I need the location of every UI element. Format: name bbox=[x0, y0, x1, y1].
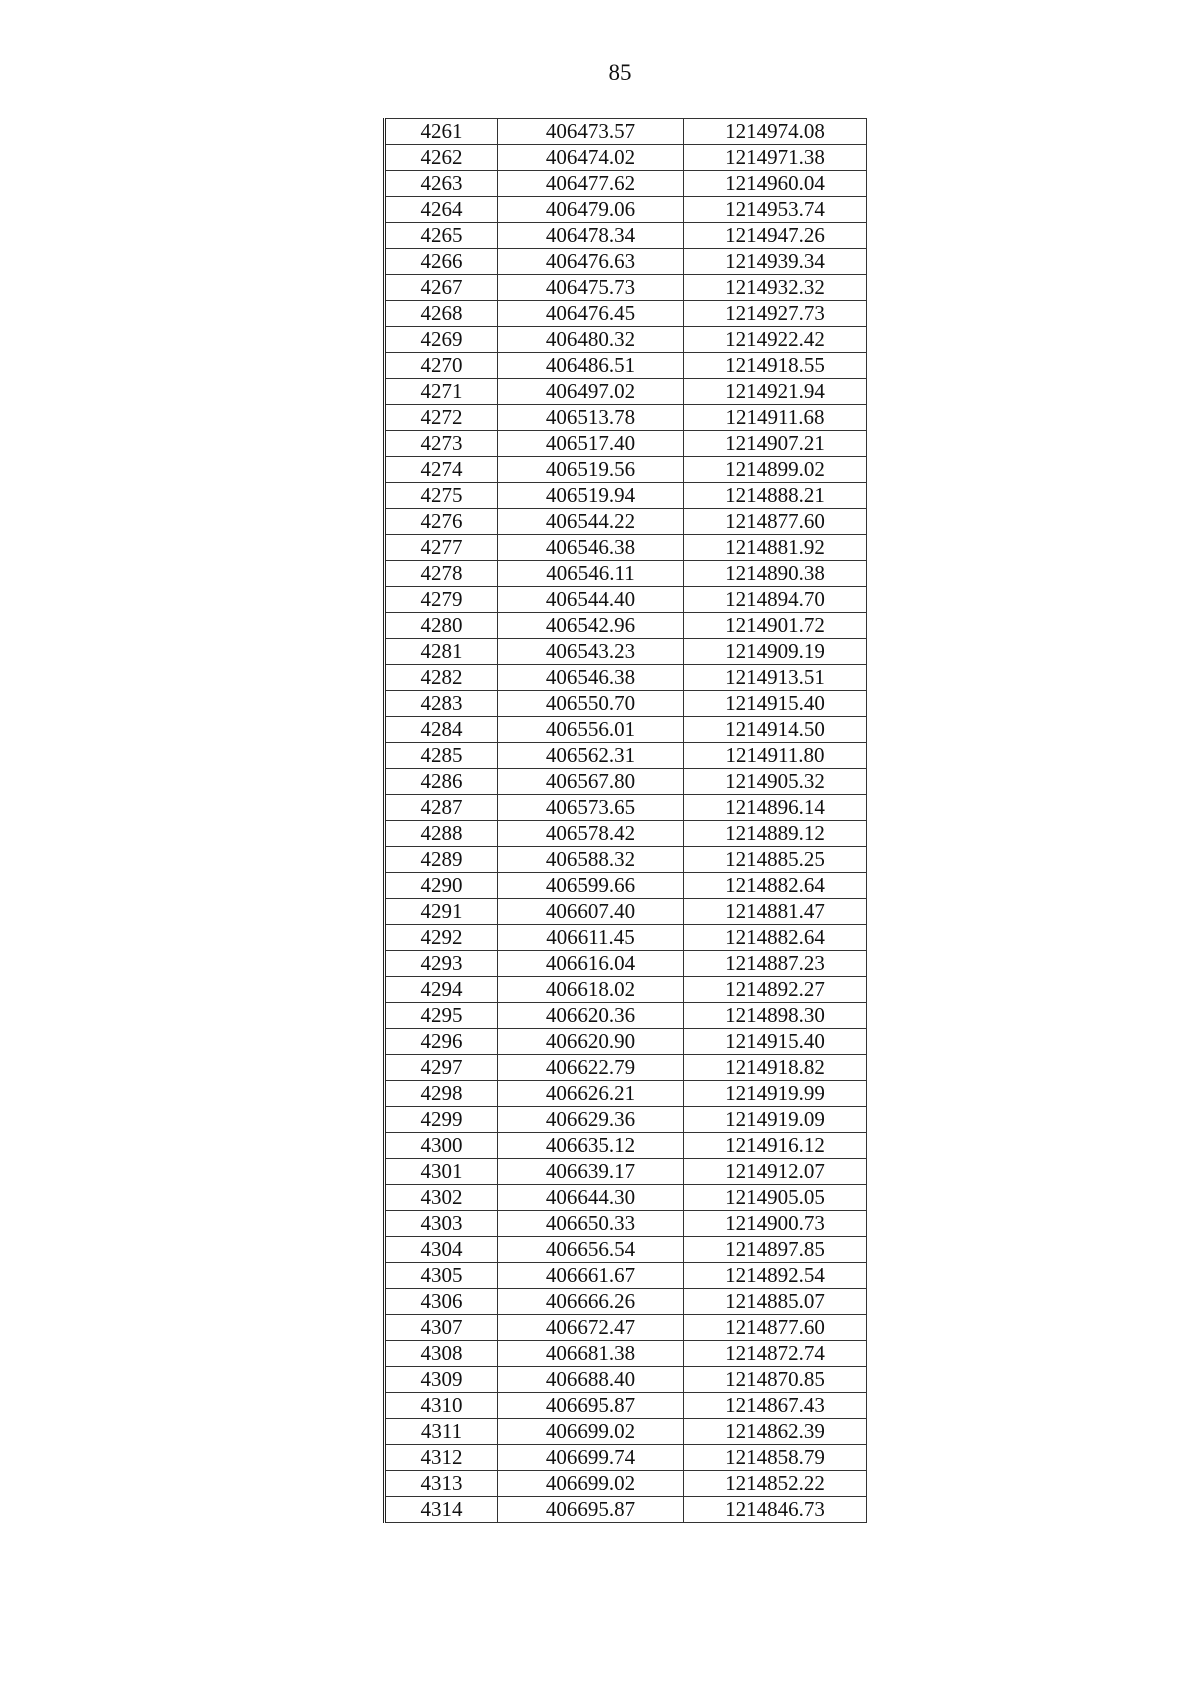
x-coordinate-cell: 406519.94 bbox=[498, 483, 684, 509]
x-coordinate-cell: 406550.70 bbox=[498, 691, 684, 717]
point-number-cell: 4304 bbox=[385, 1237, 498, 1263]
y-coordinate-cell: 1214877.60 bbox=[684, 1315, 867, 1341]
y-coordinate-cell: 1214870.85 bbox=[684, 1367, 867, 1393]
point-number-cell: 4313 bbox=[385, 1471, 498, 1497]
y-coordinate-cell: 1214960.04 bbox=[684, 171, 867, 197]
point-number-cell: 4287 bbox=[385, 795, 498, 821]
table-row bbox=[385, 925, 867, 951]
y-coordinate-cell: 1214947.26 bbox=[684, 223, 867, 249]
table-row bbox=[385, 587, 867, 613]
x-coordinate-cell: 406620.90 bbox=[498, 1029, 684, 1055]
x-coordinate-cell: 406635.12 bbox=[498, 1133, 684, 1159]
x-coordinate-cell: 406473.57 bbox=[498, 119, 684, 145]
y-coordinate-cell: 1214901.72 bbox=[684, 613, 867, 639]
table-row bbox=[385, 691, 867, 717]
x-coordinate-cell: 406681.38 bbox=[498, 1341, 684, 1367]
x-coordinate-cell: 406588.32 bbox=[498, 847, 684, 873]
y-coordinate-cell: 1214911.68 bbox=[684, 405, 867, 431]
point-number-cell: 4276 bbox=[385, 509, 498, 535]
point-number-cell: 4281 bbox=[385, 639, 498, 665]
y-coordinate-cell: 1214907.21 bbox=[684, 431, 867, 457]
y-coordinate-cell: 1214939.34 bbox=[684, 249, 867, 275]
y-coordinate-cell: 1214918.82 bbox=[684, 1055, 867, 1081]
point-number-cell: 4285 bbox=[385, 743, 498, 769]
x-coordinate-cell: 406695.87 bbox=[498, 1497, 684, 1523]
y-coordinate-cell: 1214953.74 bbox=[684, 197, 867, 223]
table-row bbox=[385, 1419, 867, 1445]
point-number-cell: 4297 bbox=[385, 1055, 498, 1081]
table-row bbox=[385, 795, 867, 821]
table-row bbox=[385, 639, 867, 665]
point-number-cell: 4292 bbox=[385, 925, 498, 951]
x-coordinate-cell: 406475.73 bbox=[498, 275, 684, 301]
x-coordinate-cell: 406622.79 bbox=[498, 1055, 684, 1081]
x-coordinate-cell: 406567.80 bbox=[498, 769, 684, 795]
y-coordinate-cell: 1214881.47 bbox=[684, 899, 867, 925]
table-row bbox=[385, 483, 867, 509]
point-number-cell: 4300 bbox=[385, 1133, 498, 1159]
table-row bbox=[385, 821, 867, 847]
x-coordinate-cell: 406616.04 bbox=[498, 951, 684, 977]
point-number-cell: 4296 bbox=[385, 1029, 498, 1055]
x-coordinate-cell: 406599.66 bbox=[498, 873, 684, 899]
point-number-cell: 4294 bbox=[385, 977, 498, 1003]
coordinates-table bbox=[383, 118, 867, 1523]
table-row bbox=[385, 873, 867, 899]
table-row bbox=[385, 457, 867, 483]
point-number-cell: 4293 bbox=[385, 951, 498, 977]
x-coordinate-cell: 406578.42 bbox=[498, 821, 684, 847]
y-coordinate-cell: 1214882.64 bbox=[684, 873, 867, 899]
table-row bbox=[385, 1003, 867, 1029]
x-coordinate-cell: 406544.40 bbox=[498, 587, 684, 613]
point-number-cell: 4295 bbox=[385, 1003, 498, 1029]
point-number-cell: 4277 bbox=[385, 535, 498, 561]
table-row bbox=[385, 1055, 867, 1081]
y-coordinate-cell: 1214887.23 bbox=[684, 951, 867, 977]
x-coordinate-cell: 406513.78 bbox=[498, 405, 684, 431]
y-coordinate-cell: 1214974.08 bbox=[684, 119, 867, 145]
x-coordinate-cell: 406479.06 bbox=[498, 197, 684, 223]
y-coordinate-cell: 1214892.27 bbox=[684, 977, 867, 1003]
table-row bbox=[385, 1445, 867, 1471]
point-number-cell: 4273 bbox=[385, 431, 498, 457]
y-coordinate-cell: 1214867.43 bbox=[684, 1393, 867, 1419]
point-number-cell: 4311 bbox=[385, 1419, 498, 1445]
table-row bbox=[385, 1393, 867, 1419]
point-number-cell: 4267 bbox=[385, 275, 498, 301]
table-row bbox=[385, 405, 867, 431]
x-coordinate-cell: 406699.74 bbox=[498, 1445, 684, 1471]
y-coordinate-cell: 1214858.79 bbox=[684, 1445, 867, 1471]
table-row bbox=[385, 1107, 867, 1133]
x-coordinate-cell: 406672.47 bbox=[498, 1315, 684, 1341]
point-number-cell: 4263 bbox=[385, 171, 498, 197]
table-row bbox=[385, 899, 867, 925]
x-coordinate-cell: 406695.87 bbox=[498, 1393, 684, 1419]
y-coordinate-cell: 1214888.21 bbox=[684, 483, 867, 509]
x-coordinate-cell: 406626.21 bbox=[498, 1081, 684, 1107]
point-number-cell: 4272 bbox=[385, 405, 498, 431]
point-number-cell: 4303 bbox=[385, 1211, 498, 1237]
point-number-cell: 4270 bbox=[385, 353, 498, 379]
x-coordinate-cell: 406556.01 bbox=[498, 717, 684, 743]
point-number-cell: 4278 bbox=[385, 561, 498, 587]
x-coordinate-cell: 406639.17 bbox=[498, 1159, 684, 1185]
y-coordinate-cell: 1214885.25 bbox=[684, 847, 867, 873]
y-coordinate-cell: 1214862.39 bbox=[684, 1419, 867, 1445]
point-number-cell: 4310 bbox=[385, 1393, 498, 1419]
table-row bbox=[385, 1029, 867, 1055]
point-number-cell: 4305 bbox=[385, 1263, 498, 1289]
table-row bbox=[385, 535, 867, 561]
x-coordinate-cell: 406620.36 bbox=[498, 1003, 684, 1029]
y-coordinate-cell: 1214900.73 bbox=[684, 1211, 867, 1237]
table-row bbox=[385, 1367, 867, 1393]
x-coordinate-cell: 406474.02 bbox=[498, 145, 684, 171]
point-number-cell: 4269 bbox=[385, 327, 498, 353]
point-number-cell: 4286 bbox=[385, 769, 498, 795]
table-row bbox=[385, 119, 867, 145]
x-coordinate-cell: 406546.38 bbox=[498, 535, 684, 561]
point-number-cell: 4306 bbox=[385, 1289, 498, 1315]
y-coordinate-cell: 1214890.38 bbox=[684, 561, 867, 587]
x-coordinate-cell: 406611.45 bbox=[498, 925, 684, 951]
point-number-cell: 4282 bbox=[385, 665, 498, 691]
x-coordinate-cell: 406699.02 bbox=[498, 1419, 684, 1445]
point-number-cell: 4275 bbox=[385, 483, 498, 509]
table-row bbox=[385, 951, 867, 977]
point-number-cell: 4290 bbox=[385, 873, 498, 899]
y-coordinate-cell: 1214896.14 bbox=[684, 795, 867, 821]
y-coordinate-cell: 1214885.07 bbox=[684, 1289, 867, 1315]
coordinates-table-body bbox=[385, 119, 867, 1523]
x-coordinate-cell: 406546.38 bbox=[498, 665, 684, 691]
point-number-cell: 4268 bbox=[385, 301, 498, 327]
point-number-cell: 4298 bbox=[385, 1081, 498, 1107]
x-coordinate-cell: 406519.56 bbox=[498, 457, 684, 483]
x-coordinate-cell: 406661.67 bbox=[498, 1263, 684, 1289]
x-coordinate-cell: 406478.34 bbox=[498, 223, 684, 249]
x-coordinate-cell: 406688.40 bbox=[498, 1367, 684, 1393]
x-coordinate-cell: 406543.23 bbox=[498, 639, 684, 665]
table-row bbox=[385, 1159, 867, 1185]
y-coordinate-cell: 1214918.55 bbox=[684, 353, 867, 379]
point-number-cell: 4299 bbox=[385, 1107, 498, 1133]
point-number-cell: 4261 bbox=[385, 119, 498, 145]
x-coordinate-cell: 406644.30 bbox=[498, 1185, 684, 1211]
x-coordinate-cell: 406546.11 bbox=[498, 561, 684, 587]
y-coordinate-cell: 1214915.40 bbox=[684, 1029, 867, 1055]
point-number-cell: 4301 bbox=[385, 1159, 498, 1185]
x-coordinate-cell: 406517.40 bbox=[498, 431, 684, 457]
point-number-cell: 4262 bbox=[385, 145, 498, 171]
x-coordinate-cell: 406544.22 bbox=[498, 509, 684, 535]
x-coordinate-cell: 406629.36 bbox=[498, 1107, 684, 1133]
x-coordinate-cell: 406476.45 bbox=[498, 301, 684, 327]
x-coordinate-cell: 406573.65 bbox=[498, 795, 684, 821]
x-coordinate-cell: 406666.26 bbox=[498, 1289, 684, 1315]
point-number-cell: 4308 bbox=[385, 1341, 498, 1367]
y-coordinate-cell: 1214881.92 bbox=[684, 535, 867, 561]
point-number-cell: 4279 bbox=[385, 587, 498, 613]
point-number-cell: 4309 bbox=[385, 1367, 498, 1393]
table-row bbox=[385, 1315, 867, 1341]
y-coordinate-cell: 1214877.60 bbox=[684, 509, 867, 535]
table-row bbox=[385, 1211, 867, 1237]
x-coordinate-cell: 406476.63 bbox=[498, 249, 684, 275]
y-coordinate-cell: 1214846.73 bbox=[684, 1497, 867, 1523]
table-row bbox=[385, 1497, 867, 1523]
y-coordinate-cell: 1214927.73 bbox=[684, 301, 867, 327]
y-coordinate-cell: 1214919.09 bbox=[684, 1107, 867, 1133]
table-row bbox=[385, 223, 867, 249]
point-number-cell: 4264 bbox=[385, 197, 498, 223]
y-coordinate-cell: 1214971.38 bbox=[684, 145, 867, 171]
point-number-cell: 4314 bbox=[385, 1497, 498, 1523]
y-coordinate-cell: 1214922.42 bbox=[684, 327, 867, 353]
y-coordinate-cell: 1214905.05 bbox=[684, 1185, 867, 1211]
point-number-cell: 4307 bbox=[385, 1315, 498, 1341]
table-row bbox=[385, 1289, 867, 1315]
table-row bbox=[385, 1263, 867, 1289]
table-row bbox=[385, 171, 867, 197]
x-coordinate-cell: 406650.33 bbox=[498, 1211, 684, 1237]
y-coordinate-cell: 1214932.32 bbox=[684, 275, 867, 301]
point-number-cell: 4274 bbox=[385, 457, 498, 483]
x-coordinate-cell: 406699.02 bbox=[498, 1471, 684, 1497]
y-coordinate-cell: 1214911.80 bbox=[684, 743, 867, 769]
x-coordinate-cell: 406486.51 bbox=[498, 353, 684, 379]
y-coordinate-cell: 1214897.85 bbox=[684, 1237, 867, 1263]
table-row bbox=[385, 1237, 867, 1263]
y-coordinate-cell: 1214882.64 bbox=[684, 925, 867, 951]
y-coordinate-cell: 1214912.07 bbox=[684, 1159, 867, 1185]
table-row bbox=[385, 1133, 867, 1159]
point-number-cell: 4284 bbox=[385, 717, 498, 743]
y-coordinate-cell: 1214852.22 bbox=[684, 1471, 867, 1497]
x-coordinate-cell: 406542.96 bbox=[498, 613, 684, 639]
y-coordinate-cell: 1214898.30 bbox=[684, 1003, 867, 1029]
point-number-cell: 4266 bbox=[385, 249, 498, 275]
table-row bbox=[385, 249, 867, 275]
y-coordinate-cell: 1214899.02 bbox=[684, 457, 867, 483]
page-number: 85 bbox=[608, 60, 632, 85]
y-coordinate-cell: 1214916.12 bbox=[684, 1133, 867, 1159]
table-row bbox=[385, 1341, 867, 1367]
y-coordinate-cell: 1214915.40 bbox=[684, 691, 867, 717]
y-coordinate-cell: 1214894.70 bbox=[684, 587, 867, 613]
y-coordinate-cell: 1214889.12 bbox=[684, 821, 867, 847]
y-coordinate-cell: 1214909.19 bbox=[684, 639, 867, 665]
table-row bbox=[385, 353, 867, 379]
x-coordinate-cell: 406607.40 bbox=[498, 899, 684, 925]
table-row bbox=[385, 197, 867, 223]
point-number-cell: 4283 bbox=[385, 691, 498, 717]
table-row bbox=[385, 847, 867, 873]
table-row bbox=[385, 379, 867, 405]
table-row bbox=[385, 327, 867, 353]
point-number-cell: 4271 bbox=[385, 379, 498, 405]
point-number-cell: 4265 bbox=[385, 223, 498, 249]
x-coordinate-cell: 406618.02 bbox=[498, 977, 684, 1003]
table-row bbox=[385, 561, 867, 587]
x-coordinate-cell: 406480.32 bbox=[498, 327, 684, 353]
y-coordinate-cell: 1214919.99 bbox=[684, 1081, 867, 1107]
point-number-cell: 4312 bbox=[385, 1445, 498, 1471]
y-coordinate-cell: 1214905.32 bbox=[684, 769, 867, 795]
table-row bbox=[385, 301, 867, 327]
x-coordinate-cell: 406562.31 bbox=[498, 743, 684, 769]
table-row bbox=[385, 1081, 867, 1107]
table-row bbox=[385, 145, 867, 171]
y-coordinate-cell: 1214913.51 bbox=[684, 665, 867, 691]
y-coordinate-cell: 1214872.74 bbox=[684, 1341, 867, 1367]
point-number-cell: 4291 bbox=[385, 899, 498, 925]
y-coordinate-cell: 1214892.54 bbox=[684, 1263, 867, 1289]
table-row bbox=[385, 665, 867, 691]
table-row bbox=[385, 1471, 867, 1497]
y-coordinate-cell: 1214921.94 bbox=[684, 379, 867, 405]
table-row bbox=[385, 431, 867, 457]
point-number-cell: 4289 bbox=[385, 847, 498, 873]
x-coordinate-cell: 406497.02 bbox=[498, 379, 684, 405]
point-number-cell: 4288 bbox=[385, 821, 498, 847]
x-coordinate-cell: 406477.62 bbox=[498, 171, 684, 197]
x-coordinate-cell: 406656.54 bbox=[498, 1237, 684, 1263]
table-row bbox=[385, 743, 867, 769]
point-number-cell: 4302 bbox=[385, 1185, 498, 1211]
table-row bbox=[385, 275, 867, 301]
table-row bbox=[385, 509, 867, 535]
y-coordinate-cell: 1214914.50 bbox=[684, 717, 867, 743]
table-row bbox=[385, 769, 867, 795]
point-number-cell: 4280 bbox=[385, 613, 498, 639]
table-row bbox=[385, 717, 867, 743]
table-row bbox=[385, 613, 867, 639]
table-row bbox=[385, 1185, 867, 1211]
table-row bbox=[385, 977, 867, 1003]
